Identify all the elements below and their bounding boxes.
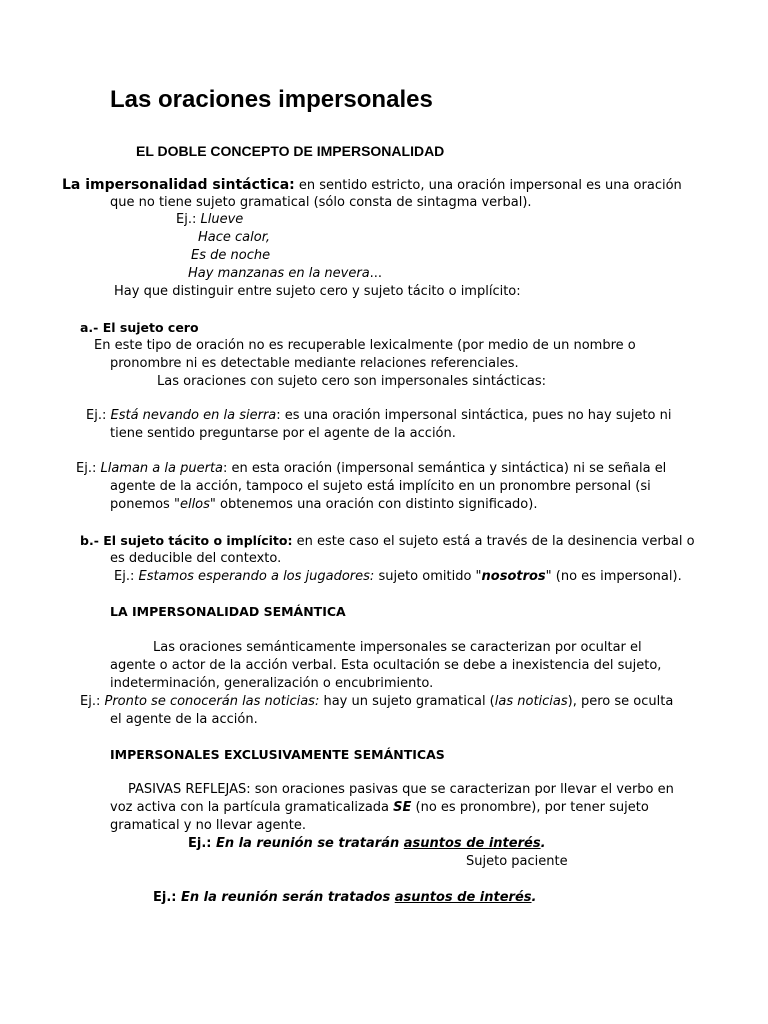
example-italic: Pronto se conocerán las noticias:: [104, 694, 320, 709]
example-bold: nosotros: [481, 569, 546, 584]
paragraph-semantica-line3: indeterminación, generalización o encubrimiento.: [110, 676, 434, 691]
example-llaman-line3: [110, 496, 537, 514]
text-fragment: .: [540, 836, 546, 851]
paragraph-sujeto-tacito-line2: es deducible del contexto.: [110, 551, 282, 566]
sintactica-label: La impersonalidad sintáctica:: [62, 177, 295, 193]
paragraph-sujeto-cero-line2: pronombre ni es detectable mediante relaciones referenciales.: [110, 356, 519, 371]
se-particle: SE: [393, 800, 412, 815]
section-heading-doble-concepto: EL DOBLE CONCEPTO DE IMPERSONALIDAD: [136, 143, 445, 159]
text-fragment: ), pero se oculta: [567, 694, 674, 709]
example-italic: las noticias: [494, 694, 568, 709]
example-italic: En la reunión se tratarán: [216, 836, 404, 851]
paragraph-sintactica-line1: [62, 176, 682, 195]
example-text: Hay manzanas en la nevera: [188, 266, 370, 281]
page-title: Las oraciones impersonales: [110, 86, 433, 113]
paragraph-sintactica-line2: que no tiene sujeto gramatical (sólo consta de sintagma verbal).: [110, 195, 532, 210]
text-fragment: en este caso el sujeto está a través de la desinencia verbal o: [292, 534, 695, 549]
text-fragment: hay un sujeto gramatical (: [319, 694, 495, 709]
example-llaman-line1: [76, 460, 666, 478]
paragraph-distinguish: Hay que distinguir entre sujeto cero y sujeto tácito o implícito:: [114, 284, 521, 299]
subheading-sujeto-tacito: b.- El sujeto tácito o implícito:: [80, 533, 293, 548]
subheading-sujeto-tacito-line1: [80, 532, 695, 551]
text-fragment: (no es pronombre), por tener sujeto: [411, 800, 649, 815]
example-noticias-line1: [80, 693, 673, 711]
example-label: Ej.:: [114, 569, 139, 584]
example-text: Llueve: [200, 212, 244, 227]
example-label: Ej.:: [86, 408, 111, 423]
example-label: Ej.:: [188, 836, 216, 851]
example-label: Ej.:: [80, 694, 105, 709]
paragraph-sujeto-cero-line1: En este tipo de oración no es recuperable lexicalmente (por medio de un nombre o: [94, 338, 636, 353]
ellipsis: ...: [369, 266, 383, 281]
example-italic: Está nevando en la sierra: [110, 408, 277, 423]
example-nevando-line2: tiene sentido preguntarse por el agente de la acción.: [110, 426, 456, 441]
text-fragment: .: [531, 890, 537, 905]
section-heading-exclusivas: IMPERSONALES EXCLUSIVAMENTE SEMÁNTICAS: [110, 747, 445, 762]
example-noticias-line2: el agente de la acción.: [110, 712, 258, 727]
example-reunion-2: [153, 889, 536, 907]
example-hace-calor: Hace calor,: [198, 230, 270, 245]
example-llueve: [176, 211, 243, 229]
text-fragment: ponemos ": [110, 497, 180, 512]
example-reunion-1: [188, 835, 546, 853]
paragraph-pasivas-line2: [110, 799, 649, 817]
paragraph-semantica-line1: Las oraciones semánticamente impersonales se caracterizan por ocultar el: [153, 640, 642, 655]
example-underline: asuntos de interés: [403, 836, 541, 851]
example-label: Ej.:: [176, 212, 201, 227]
example-jugadores: [114, 568, 682, 586]
example-text: : es una oración impersonal sintáctica, pues no hay sujeto ni: [276, 408, 672, 423]
paragraph-semantica-line2: agente o actor de la acción verbal. Esta ocultación se debe a inexistencia del sujeto,: [110, 658, 662, 673]
example-text: : en esta oración (impersonal semántica y sintáctica) ni se señala el: [223, 461, 667, 476]
example-nevando-line1: [86, 407, 671, 425]
example-label: Ej.:: [76, 461, 101, 476]
example-italic: Llaman a la puerta: [100, 461, 224, 476]
example-hay-manzanas: [188, 265, 382, 283]
text-fragment: " obtenemos una oración con distinto significado).: [209, 497, 538, 512]
sujeto-paciente-label: Sujeto paciente: [466, 854, 568, 869]
paragraph-pasivas-line1: PASIVAS REFLEJAS: son oraciones pasivas que se caracterizan por llevar el verbo en: [128, 782, 674, 797]
example-italic: En la reunión serán tratados: [181, 890, 395, 905]
example-underline: asuntos de interés: [394, 890, 532, 905]
paragraph-sujeto-cero-line3: Las oraciones con sujeto cero son impersonales sintácticas:: [157, 374, 547, 389]
text-fragment: voz activa con la partícula gramaticalizada: [110, 800, 394, 815]
text-fragment: sujeto omitido ": [374, 569, 482, 584]
example-es-de-noche: Es de noche: [191, 248, 271, 263]
example-llaman-line2: agente de la acción, tampoco el sujeto está implícito en un pronombre personal (si: [110, 479, 651, 494]
section-heading-semantica: LA IMPERSONALIDAD SEMÁNTICA: [110, 604, 346, 619]
subheading-sujeto-cero: a.- El sujeto cero: [80, 320, 199, 335]
example-italic: Estamos esperando a los jugadores:: [138, 569, 375, 584]
text-fragment: " (no es impersonal).: [545, 569, 682, 584]
example-label: Ej.:: [153, 890, 181, 905]
sintactica-text: en sentido estricto, una oración impersonal es una oración: [294, 178, 682, 193]
example-italic: ellos: [179, 497, 210, 512]
paragraph-pasivas-line3: gramatical y no llevar agente.: [110, 818, 306, 833]
